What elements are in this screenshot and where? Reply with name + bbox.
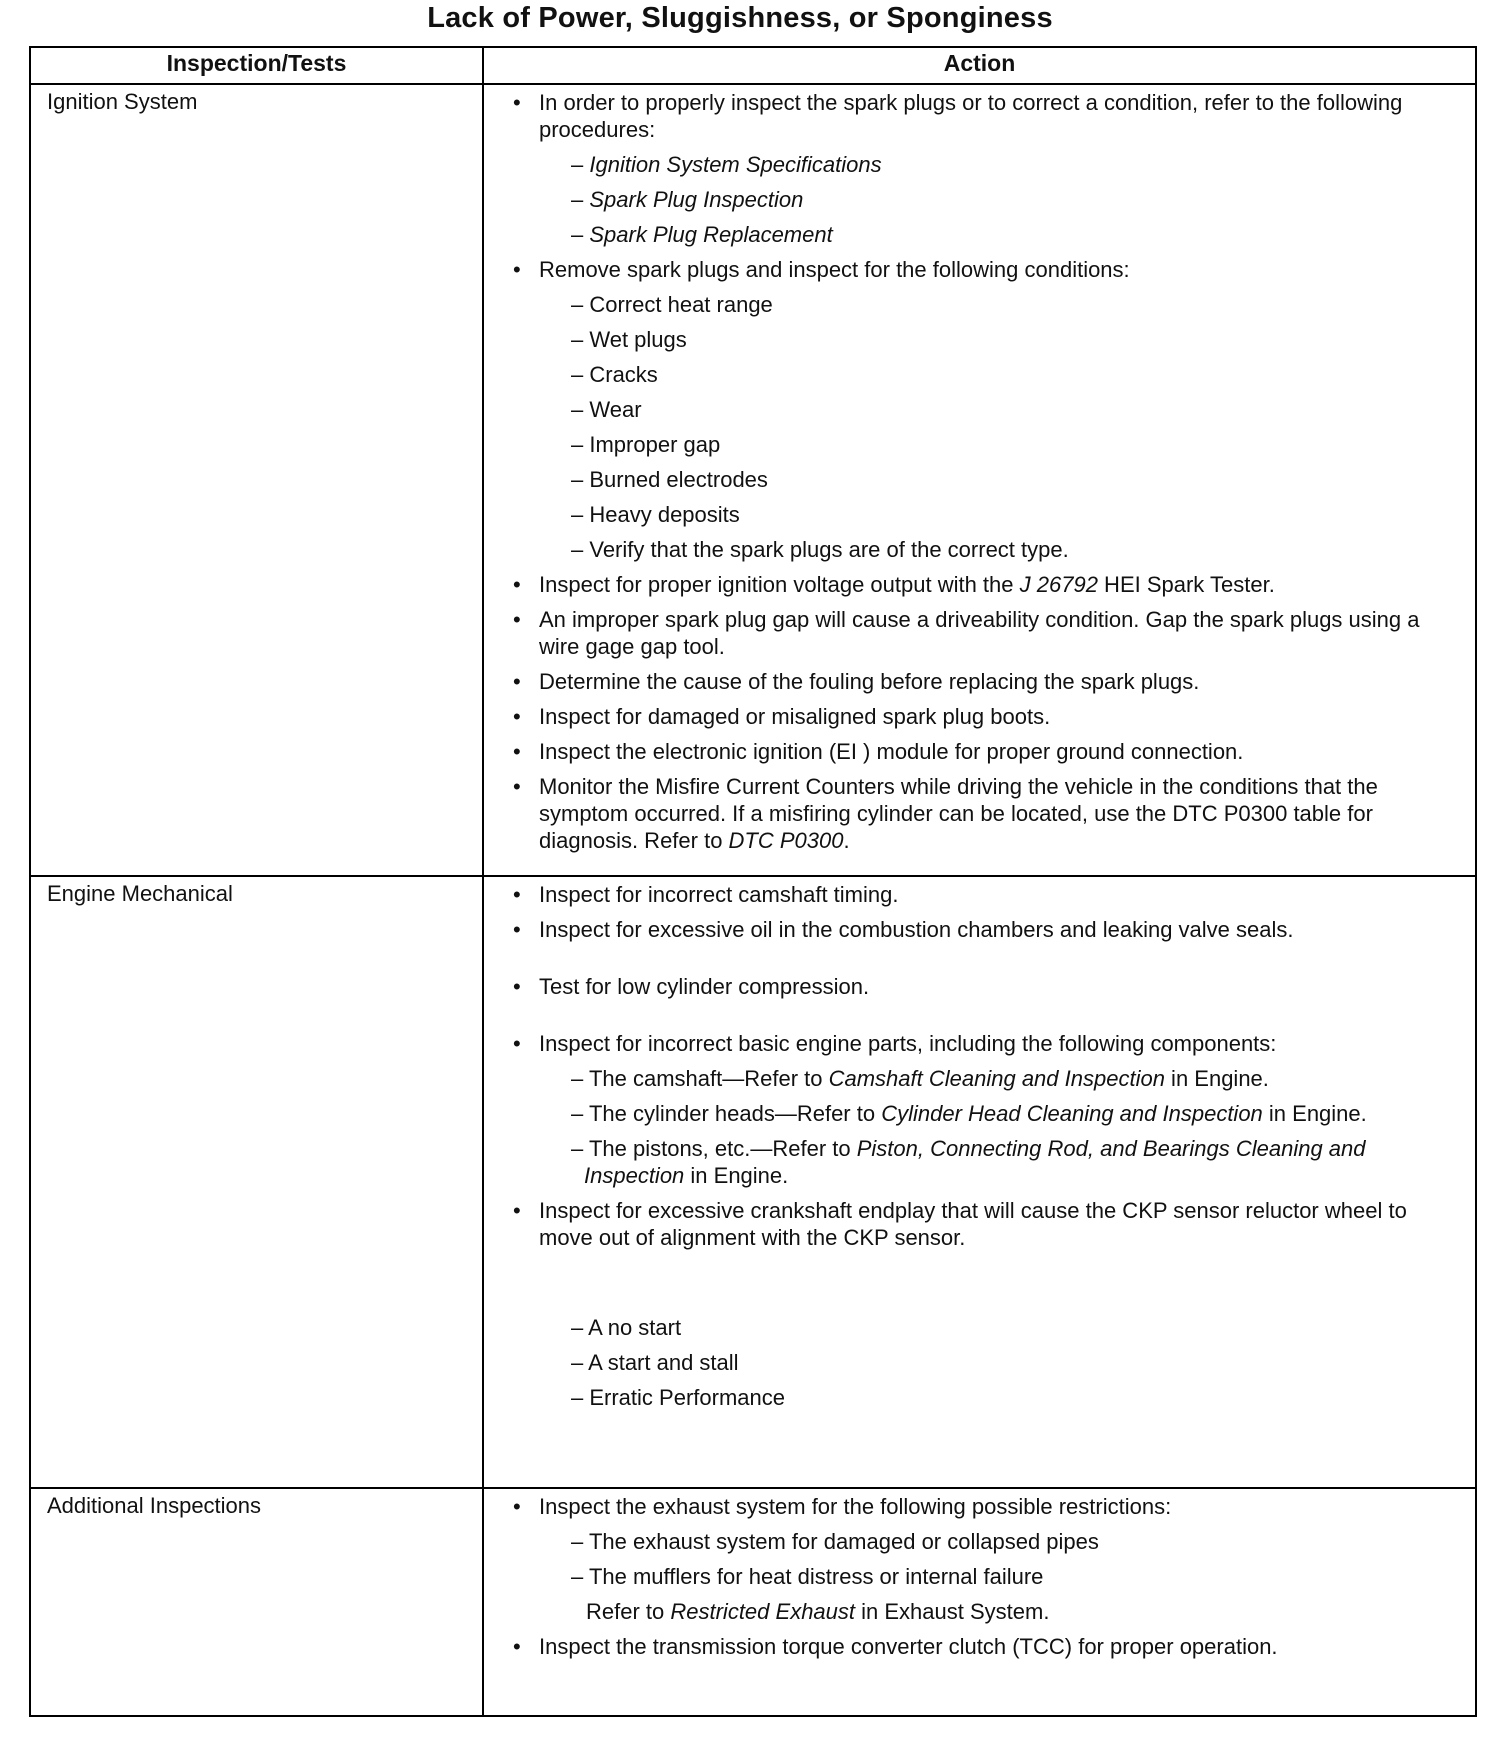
action-cell-ignition-system xyxy=(483,84,1476,876)
list-item: • Inspect for incorrect camshaft timing. xyxy=(513,882,899,907)
bullet-icon: • xyxy=(513,974,521,999)
list-item: • Monitor the Misfire Current Counters while driving the vehicle in the conditions that the symptom occurred. If a misfiring cylinder can be located, use the DTC P0300 table for diagnosis. Refer to DTC P0300. xyxy=(513,774,1378,853)
bullet-icon: • xyxy=(513,257,521,282)
header-action: Action xyxy=(483,47,1476,84)
sub-item: – The mufflers for heat distress or internal failure xyxy=(571,1564,1044,1589)
bullet-icon: • xyxy=(513,739,521,764)
reference-link: DTC P0300 xyxy=(728,828,844,853)
reference-note: Refer to Restricted Exhaust in Exhaust System. xyxy=(586,1599,1050,1624)
sub-item: – Verify that the spark plugs are of the correct type. xyxy=(571,537,1069,562)
sub-item: – A no start xyxy=(571,1315,682,1340)
list-item: • Inspect the electronic ignition (EI ) module for proper ground connection. xyxy=(513,739,1244,764)
sub-item: – Improper gap xyxy=(571,432,721,457)
sub-item: – The cylinder heads—Refer to Cylinder Head Cleaning and Inspection in Engine. xyxy=(571,1101,1367,1126)
sub-item: – Wet plugs xyxy=(571,327,687,352)
table-row-ignition-system xyxy=(30,84,1476,876)
list-item: • Remove spark plugs and inspect for the following conditions: – Correct heat range – Wet plugs – Cracks – Wear – Improper gap – Burned electrodes – Heavy deposits – Verify that the spark plugs are of the correct type. xyxy=(508,256,1461,563)
bullet-icon: • xyxy=(513,917,521,942)
row-label-additional-inspections: Additional Inspections xyxy=(30,1488,483,1716)
sub-item: – Cracks xyxy=(571,362,658,387)
sub-item: – Spark Plug Inspection xyxy=(571,187,804,212)
bullet-icon: • xyxy=(513,607,521,632)
bullet-icon: • xyxy=(513,572,521,597)
sub-item: – Spark Plug Replacement xyxy=(571,222,833,247)
bullet-icon: • xyxy=(513,1198,521,1223)
bullet-icon: • xyxy=(513,882,521,907)
table-row-additional-inspections xyxy=(30,1488,1476,1716)
bullet-icon: • xyxy=(513,669,521,694)
list-item: • In order to properly inspect the spark plugs or to correct a condition, refer to the following procedures: – Ignition System Specifications – Spark Plug Inspection – Spark Plug Replacement xyxy=(508,89,1461,248)
tool-number: J 26792 xyxy=(1019,572,1098,597)
list-item: • Inspect for excessive crankshaft endplay that will cause the CKP sensor reluctor wheel to move out of alignment with the CKP sensor. – A no start – A start and stall – Erratic Performance xyxy=(508,1197,1461,1411)
row-label-ignition-system: Ignition System xyxy=(30,84,483,876)
list-item: • Inspect for incorrect basic engine parts, including the following components: – The camshaft—Refer to Camshaft Cleaning and Inspection in Engine. – The cylinder heads—Refer to Cylinder Head Cleaning and Inspection in Engine. – The pistons, etc.—Refer to Piston, Connecting Rod, and Bearings Cleaning and Inspection in Engine. xyxy=(508,1030,1461,1189)
list-item: • Inspect for excessive oil in the combustion chambers and leaking valve seals. xyxy=(513,917,1294,942)
sub-item: – Wear xyxy=(571,397,642,422)
list-item: • Inspect for damaged or misaligned spark plug boots. xyxy=(513,704,1051,729)
list-item: • Inspect the transmission torque converter clutch (TCC) for proper operation. xyxy=(513,1634,1278,1659)
sub-item: – Ignition System Specifications xyxy=(571,152,882,177)
sub-item: – The camshaft—Refer to Camshaft Cleaning and Inspection in Engine. xyxy=(571,1066,1269,1091)
sub-item: – Burned electrodes xyxy=(571,467,768,492)
action-cell-engine-mechanical xyxy=(483,876,1476,1488)
bullet-icon: • xyxy=(513,1634,521,1659)
sub-item: – Erratic Performance xyxy=(571,1385,785,1410)
list-item: • Determine the cause of the fouling before replacing the spark plugs. xyxy=(513,669,1200,694)
sub-item: – A start and stall xyxy=(571,1350,739,1375)
diagnostic-table xyxy=(29,46,1477,1717)
table-header-row xyxy=(30,47,1476,84)
list-item: • An improper spark plug gap will cause a driveability condition. Gap the spark plugs using a wire gage gap tool. xyxy=(513,607,1420,659)
table-row-engine-mechanical xyxy=(30,876,1476,1488)
bullet-icon: • xyxy=(513,774,521,799)
bullet-icon: • xyxy=(513,1031,521,1056)
list-item: • Inspect for proper ignition voltage output with the J 26792 HEI Spark Tester. xyxy=(513,572,1275,597)
bullet-icon: • xyxy=(513,1494,521,1519)
bullet-icon: • xyxy=(513,704,521,729)
list-item: • Test for low cylinder compression. xyxy=(513,974,870,999)
sub-item: – The exhaust system for damaged or collapsed pipes xyxy=(571,1529,1099,1554)
sub-item: – Correct heat range xyxy=(571,292,773,317)
action-cell-additional-inspections xyxy=(483,1488,1476,1716)
row-label-engine-mechanical: Engine Mechanical xyxy=(30,876,483,1488)
header-inspection-tests: Inspection/Tests xyxy=(30,47,483,84)
list-item: • Inspect the exhaust system for the following possible restrictions: – The exhaust system for damaged or collapsed pipes – The mufflers for heat distress or internal failure Refer to Restricted Exhaust in Exhaust System. xyxy=(508,1493,1461,1625)
page-title: Lack of Power, Sluggishness, or Sponginess xyxy=(427,2,1053,34)
sub-item: – Heavy deposits xyxy=(571,502,740,527)
sub-item: – The pistons, etc.—Refer to Piston, Connecting Rod, and Bearings Cleaning and Inspection in Engine. xyxy=(571,1136,1366,1188)
bullet-icon: • xyxy=(513,90,521,115)
